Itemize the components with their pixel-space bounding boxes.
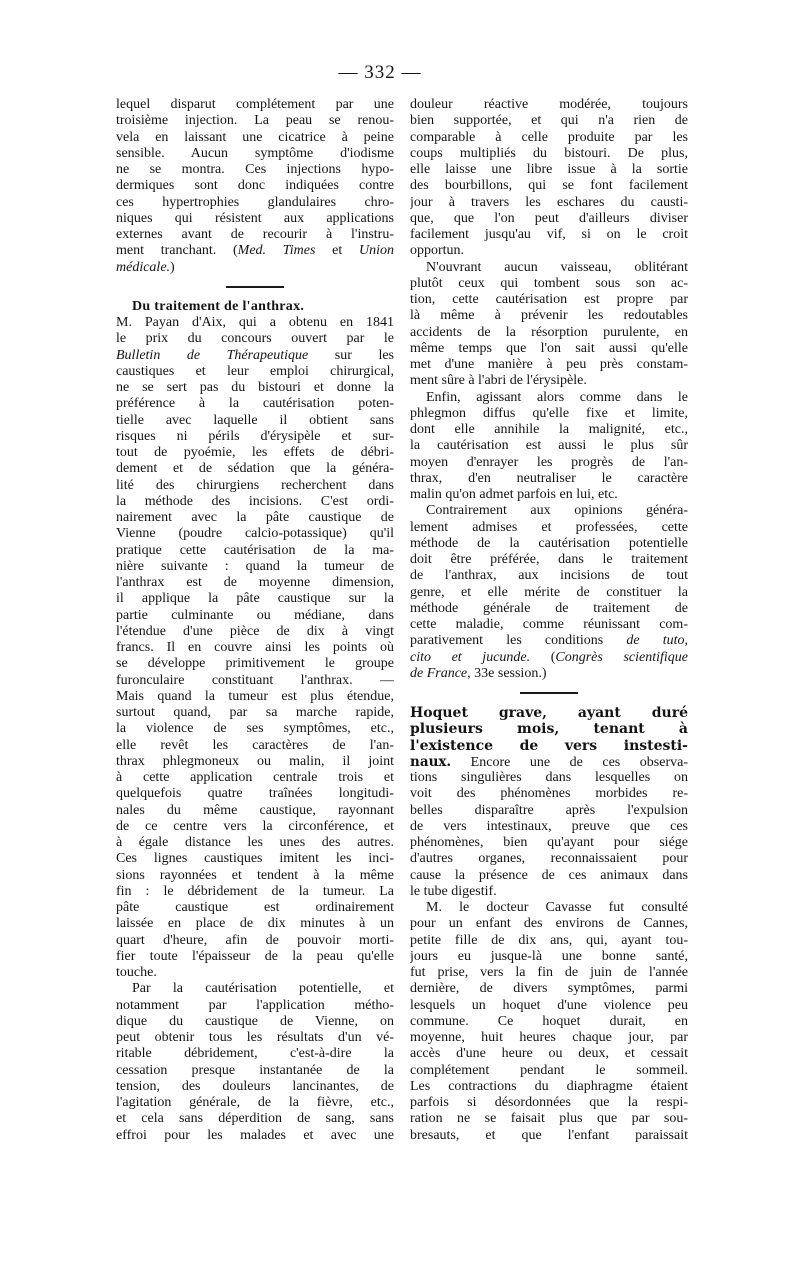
text-line: le prix du concours ouvert par le (116, 331, 394, 347)
text-line: Les contractions du diaphragme étaient (410, 1078, 688, 1094)
text-line: ment sûre à l'abri de l'érysipèle. (410, 373, 587, 389)
text-line: moyenne, huit heures chaque jour, par (410, 1030, 688, 1045)
text-line: pour un enfant des environs de Cannes, (410, 916, 688, 932)
text-line: Hoquet grave, ayant duré (410, 705, 688, 721)
section-heading: Du traitement de l'anthrax. (132, 298, 305, 314)
text-line: sions rayonnées et tendent à la même (116, 867, 394, 883)
text-line: complétement pendant le sommeil. (410, 1062, 688, 1078)
text-line: fier toute l'épaisseur de la peau qu'elle (116, 948, 394, 964)
text-line: dermiques sont donc indiquées contre (116, 178, 394, 194)
text-line: cette maladie, comme réunissant com- (410, 617, 688, 632)
text-line: l'agitation générale, de la fièvre, etc., (116, 1095, 394, 1110)
text-line: facilement jusqu'au vif, si on le croit (410, 227, 688, 242)
text-line-rest: Encore une de ces observa- (451, 754, 688, 770)
text-line: met d'une manière à peu près constam- (410, 357, 688, 372)
text-line: elle laisse une libre issue à la sortie (410, 162, 688, 177)
text-line: tielle avec laquelle il obtient sans (116, 412, 394, 428)
text-line: troisième injection. La peau se renou- (116, 113, 394, 129)
text-line: pratique cette cautérisation de la ma- (116, 542, 394, 558)
text-line: thrax phlegmoneux ou malin, il joint (116, 753, 394, 769)
text-line: vela en laissant une cicatrice à peine (116, 129, 394, 145)
text-line: méthode générale de traitement de (410, 600, 688, 616)
right-column (410, 97, 688, 1144)
text-line: Mais quand la tumeur est plus étendue, (116, 688, 394, 704)
text-line: à égale distance les unes des autres. (116, 835, 394, 850)
text-line: cause la présence de ces animaux dans (410, 867, 688, 883)
text-line: plutôt ceux qui tombent sous son ac- (410, 275, 688, 291)
text-line: furonculaire constituant l'anthrax. — (116, 672, 394, 688)
heading-tail: naux. (410, 753, 452, 770)
text-line: ces hypertrophies glandulaires chro- (116, 194, 394, 210)
text-line: que, que l'on peut d'ailleurs diviser (410, 210, 688, 226)
text-line: dique du caustique de Vienne, on (116, 1013, 394, 1029)
left-column (116, 97, 394, 1144)
text-line: externes avant de recourir à l'instru- (116, 227, 394, 242)
text-line: malin qu'on admet parfois en lui, etc. (410, 487, 618, 502)
text-line: à cette application centrale trois et (116, 770, 394, 785)
paragraph (410, 770, 688, 900)
text-line: dement et de sédation que la généra- (116, 461, 394, 477)
text-line: cessation presque instantanée de la (116, 1062, 394, 1078)
text-line: tension, des douleurs lancinantes, de (116, 1078, 394, 1094)
text-line: coups multipliés du bistouri. De plus, (410, 145, 688, 161)
paragraph (116, 315, 394, 981)
text-line: l'anthrax est de moyenne dimension, (116, 575, 394, 590)
paragraph (410, 260, 688, 390)
text-line: parativement les conditions de tuto, (410, 633, 688, 649)
paragraph (410, 390, 688, 504)
text-line: ritable débridement, c'est-à-dire la (116, 1046, 394, 1062)
text-line: il applique la pâte caustique sur la (116, 591, 394, 607)
text-line: d'autres organes, reconnaissaient pour (410, 851, 688, 867)
text-line: pâte caustique est ordinairement (116, 900, 394, 915)
text-line: quelquefois quatre traînées longitudi- (116, 786, 394, 802)
text-line: comparable à celle produite par les (410, 129, 688, 145)
text-line: Ces lignes caustiques imitent les inci- (116, 851, 394, 867)
text-line: opportun. (410, 243, 465, 259)
text-line: doit être préférée, dans le traitement (410, 552, 688, 567)
text-line (410, 754, 688, 770)
text-line: de France, 33e session.) (410, 665, 547, 681)
text-line: fin : le débridement de la tumeur. La (116, 883, 394, 899)
text-line: laissée en place de dix minutes à un (116, 916, 394, 932)
text-line: moyen d'enrayer les progrès de l'an- (410, 454, 688, 470)
text-line: Contrairement aux opinions généra- (426, 503, 688, 519)
text-line: jour à travers les eschares du causti- (410, 194, 688, 210)
text-line: sensible. Aucun symptôme d'iodisme (116, 145, 394, 161)
text-line: de l'anthrax, aux incisions de tout (410, 568, 688, 584)
text-line: ne se sert pas du bistouri et donne la (116, 380, 394, 395)
text-line: tions singulières dans lesquelles on (410, 770, 688, 785)
text-line: ment tranchant. (Med. Times et Union (116, 243, 394, 259)
text-line: fut prise, vers la fin de juin de l'année (410, 965, 688, 980)
text-line: M. Payan d'Aix, qui a obtenu en 1841 (116, 315, 394, 330)
paragraph (116, 97, 394, 276)
text-line: Bulletin de Thérapeutique sur les (116, 347, 394, 363)
text-line: dernière, de divers symptômes, parmi (410, 981, 688, 997)
text-line: préférence à la cautérisation poten- (116, 396, 394, 412)
text-line: dont elle annihile la malignité, etc., (410, 422, 688, 437)
text-line: effroi pour les malades et avec une (116, 1127, 394, 1143)
text-line: Par la cautérisation potentielle, et (132, 981, 394, 997)
text-line: même temps que l'on sait aussi qu'elle (410, 340, 688, 356)
text-line: l'existence de vers instesti- (410, 737, 688, 754)
text-line: touche. (116, 965, 157, 980)
text-line: douleur réactive modérée, toujours (410, 97, 688, 112)
text-line: se développe primitivement le groupe (116, 656, 394, 672)
text-line: tion, cette cautérisation est propre par (410, 292, 688, 307)
paragraph (116, 981, 394, 1144)
text-line: plusieurs mois, tenant à (410, 721, 688, 738)
paragraph (410, 503, 688, 682)
text-line: elle revêt les caractères de l'an- (116, 737, 394, 753)
text-line: phlegmon diffus qu'elle fixe et limite, (410, 405, 688, 421)
text-line: jours eu jusque-là une bonne santé, (410, 948, 688, 964)
text-line: Vienne (poudre calcio-potassique) qu'il (116, 526, 394, 542)
paragraph (410, 900, 688, 1144)
text-line: thrax, d'en neutraliser le caractère (410, 470, 688, 486)
text-line: peut obtenir tous les résultats d'un vé- (116, 1030, 394, 1045)
text-line: tout de pyoémie, les effets de débri- (116, 445, 394, 460)
text-line: parfois si désordonnées que la respi- (410, 1095, 688, 1110)
text-line: ration ne se faisait plus que par sou- (410, 1111, 688, 1127)
paragraph (410, 97, 688, 260)
text-line: la cautérisation est aussi le plus sûr (410, 438, 688, 454)
text-line: voit des phénomènes morbides re- (410, 786, 688, 802)
text-line: lequel disparut complétement par une (116, 97, 394, 112)
text-line: caustiques et leur emploi chirurgical, (116, 363, 394, 379)
text-line: nales du même caustique, rayonnant (116, 802, 394, 818)
text-line: bien supportée, et qui n'a rien de (410, 113, 688, 129)
text-line: la méthode des incisions. C'est ordi- (116, 493, 394, 509)
text-line: surtout quand, par sa marche rapide, (116, 705, 394, 720)
text-line: accès d'une heure ou deux, et cessait (410, 1046, 688, 1062)
text-line: bresauts, et que l'enfant paraissait (410, 1127, 688, 1143)
text-line: lité des chirurgiens recherchent dans (116, 477, 394, 493)
text-line: Enfin, agissant alors comme dans le (426, 389, 688, 405)
text-line: notamment par l'application métho- (116, 997, 394, 1013)
text-line: de ce centre vers la circonférence, et (116, 818, 394, 834)
text-line: médicale.) (116, 259, 175, 275)
text-line: accidents de la résorption purulente, en (410, 324, 688, 340)
text-line: de vers intestinaux, preuve que ces (410, 818, 688, 834)
text-line: le tube digestif. (410, 883, 497, 899)
text-line: là même à prévenir les redoutables (410, 308, 688, 324)
text-line: belles disparaître après l'expulsion (410, 802, 688, 818)
text-line: méthode de la cautérisation potentielle (410, 535, 688, 551)
text-line: risques ni périls d'érysipèle et sur- (116, 428, 394, 444)
section-divider (520, 692, 578, 694)
text-line: la violence de ses symptômes, etc., (116, 721, 394, 737)
text-line: nairement avec la pâte caustique de (116, 510, 394, 525)
text-line: quart d'heure, afin de pouvoir morti- (116, 932, 394, 948)
page-number: — 332 — (338, 62, 422, 83)
text-line: francs. Il en couvre ainsi les points où (116, 640, 394, 655)
text-line: nière suivante : quand la tumeur de (116, 558, 394, 574)
text-line: genre, et elle mérite de constituer la (410, 584, 688, 600)
section-divider (226, 286, 284, 288)
text-line: phénomènes, bien qu'ayant pour siége (410, 835, 688, 850)
text-line: ne se montra. Ces injections hypo- (116, 162, 394, 177)
text-line: cito et jucunde. (Congrès scientifique (410, 649, 688, 665)
section-heading (410, 705, 688, 754)
text-line: lesquels un hoquet d'une violence peu (410, 997, 688, 1013)
text-line: petite fille de dix ans, qui, ayant tou- (410, 932, 688, 948)
text-line: lement admises et professées, cette (410, 519, 688, 535)
text-line: et cela sans déperdition de sang, sans (116, 1111, 394, 1127)
text-line: des bourbillons, qui se font facilement (410, 178, 688, 194)
text-line: niques qui résistent aux applications (116, 210, 394, 226)
text-line: M. le docteur Cavasse fut consulté (426, 900, 688, 915)
text-line: l'étendue d'une pièce de dix à vingt (116, 623, 394, 639)
text-line: N'ouvrant aucun vaisseau, oblitérant (426, 259, 688, 275)
text-line: commune. Ce hoquet durait, en (410, 1013, 688, 1029)
text-line: partie culminante ou médiane, dans (116, 607, 394, 623)
